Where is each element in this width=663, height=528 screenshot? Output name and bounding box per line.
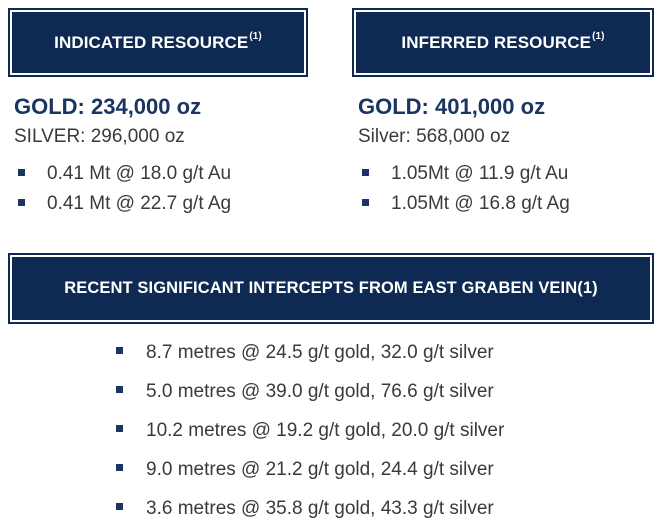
list-item [358, 189, 570, 219]
indicated-resource-banner [10, 10, 306, 75]
list-item [112, 411, 504, 450]
list-item [358, 159, 570, 189]
square-bullet-icon [116, 386, 123, 393]
inferred-resource-title: INFERRED RESOURCE [401, 32, 592, 52]
list-item [14, 189, 231, 219]
list-item-text: 1.05Mt @ 11.9 g/t Au [391, 163, 569, 184]
indicated-bullet-list [14, 159, 231, 219]
inferred-resource-banner [354, 10, 652, 75]
square-bullet-icon [116, 464, 123, 471]
inferred-bullet-list [358, 159, 570, 219]
indicated-footnote-marker: (1) [249, 31, 262, 42]
list-item [112, 333, 504, 372]
list-item-text: 9.0 metres @ 21.2 g/t gold, 24.4 g/t silver [146, 458, 494, 480]
list-item-text: 1.05Mt @ 16.8 g/t Ag [391, 193, 570, 214]
inferred-silver: Silver: 568,000 oz [358, 126, 511, 147]
list-item [112, 489, 504, 528]
list-item-text: 0.41 Mt @ 18.0 g/t Au [47, 163, 232, 184]
intercepts-list [112, 333, 504, 528]
indicated-resource-title: INDICATED RESOURCE [54, 32, 249, 52]
intercepts-banner [10, 255, 652, 322]
square-bullet-icon [18, 169, 25, 176]
list-item [112, 450, 504, 489]
list-item-text: 0.41 Mt @ 22.7 g/t Ag [47, 193, 232, 214]
list-item [112, 372, 504, 411]
list-item-text: 5.0 metres @ 39.0 g/t gold, 76.6 g/t silver [146, 380, 494, 402]
list-item-text: 8.7 metres @ 24.5 g/t gold, 32.0 g/t silver [146, 341, 494, 363]
list-item-text: 10.2 metres @ 19.2 g/t gold, 20.0 g/t silver [146, 419, 505, 441]
inferred-gold: GOLD: 401,000 oz [358, 94, 546, 119]
square-bullet-icon [116, 425, 123, 432]
indicated-gold: GOLD: 234,000 oz [14, 94, 202, 119]
square-bullet-icon [116, 503, 123, 510]
list-item [14, 159, 231, 189]
list-item-text: 3.6 metres @ 35.8 g/t gold, 43.3 g/t silver [146, 497, 494, 519]
square-bullet-icon [116, 347, 123, 354]
intercepts-title: RECENT SIGNIFICANT INTERCEPTS FROM EAST GRABEN VEIN(1) [64, 279, 598, 297]
square-bullet-icon [18, 199, 25, 206]
indicated-silver: SILVER: 296,000 oz [14, 126, 185, 147]
indicated-resource-column [14, 94, 231, 219]
inferred-resource-column [358, 94, 570, 219]
square-bullet-icon [362, 199, 369, 206]
inferred-footnote-marker: (1) [592, 31, 605, 42]
square-bullet-icon [362, 169, 369, 176]
